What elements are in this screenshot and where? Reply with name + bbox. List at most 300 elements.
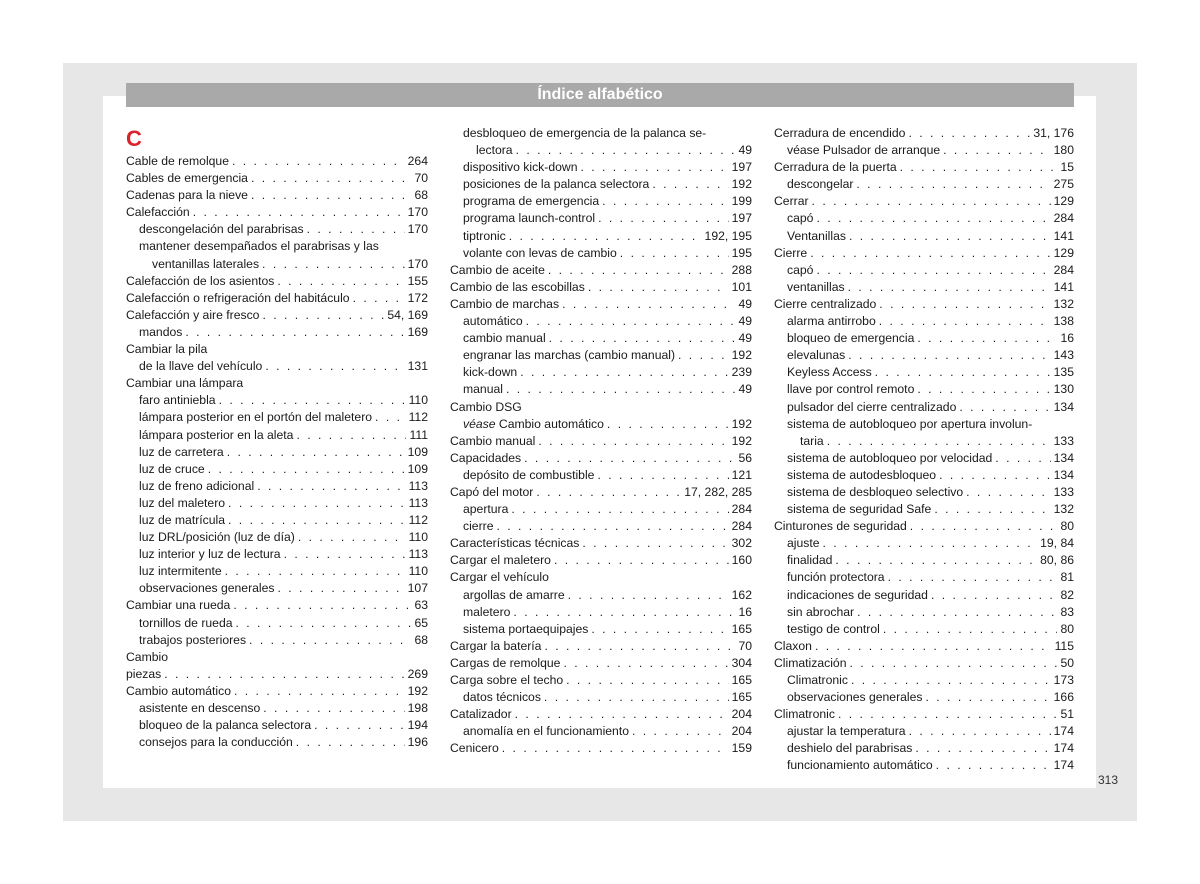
- entry-term: llave por control remoto: [787, 382, 915, 397]
- entry-term: Cerrar: [774, 194, 809, 209]
- entry-term: sistema de desbloqueo selectivo: [787, 484, 964, 499]
- page-reference: 110: [408, 530, 428, 545]
- page-reference: 174: [1053, 758, 1074, 773]
- dot-leader: [562, 296, 735, 313]
- entry-term: Cambio: [126, 649, 168, 664]
- entry-term: de la llave del vehículo: [139, 359, 263, 374]
- page-reference: 110: [408, 393, 428, 408]
- page-reference: 49: [738, 296, 752, 311]
- dot-leader: [314, 717, 405, 734]
- entry-term: taria: [800, 433, 824, 448]
- index-subentry: [450, 501, 752, 518]
- page-reference: 160: [731, 553, 752, 568]
- page-reference: 113: [408, 547, 428, 562]
- dot-leader: [511, 501, 728, 518]
- index-entry: [774, 518, 1074, 535]
- page-reference: 275: [1053, 177, 1074, 192]
- dot-leader: [678, 347, 729, 364]
- entry-term: Cenicero: [450, 741, 499, 756]
- page-reference: 113: [408, 495, 428, 510]
- entry-term: programa launch-control: [463, 211, 596, 226]
- entry-term: elevalunas: [787, 348, 846, 363]
- page-reference: 166: [1053, 690, 1074, 705]
- page-reference: 162: [731, 587, 752, 602]
- see-reference: véase: [463, 416, 496, 431]
- index-subentry: [126, 461, 428, 478]
- dot-leader: [509, 228, 702, 245]
- page-reference: 165: [731, 621, 752, 636]
- entry-term: sin abrochar: [787, 604, 855, 619]
- entry-term: tiptronic: [463, 228, 506, 243]
- dot-leader: [943, 142, 1051, 159]
- dot-leader: [232, 153, 405, 170]
- index-subentry: [774, 587, 1074, 604]
- entry-term: luz de cruce: [139, 461, 205, 476]
- dot-leader: [812, 193, 1051, 210]
- index-subentry: [450, 245, 752, 262]
- dot-leader: [298, 529, 406, 546]
- index-subentry: [450, 159, 752, 176]
- entry-term: lámpara posterior en la aleta: [139, 427, 294, 442]
- dot-leader: [910, 518, 1058, 535]
- page-reference: 204: [731, 724, 752, 739]
- entry-term: automático: [463, 314, 523, 329]
- index-subentry: [126, 615, 428, 632]
- entry-term: faro antiniebla: [139, 393, 216, 408]
- dot-leader: [262, 256, 405, 273]
- entry-term: manual: [463, 382, 503, 397]
- dot-leader: [526, 313, 736, 330]
- entry-term: Cambio de marchas: [450, 296, 560, 311]
- page-reference: 194: [407, 718, 428, 733]
- dot-leader: [917, 330, 1057, 347]
- dot-leader: [234, 683, 405, 700]
- index-subentry: [774, 689, 1074, 706]
- dot-leader: [888, 569, 1058, 586]
- page-reference: 135: [1053, 365, 1074, 380]
- index-entry: [450, 262, 752, 279]
- entry-term: sistema de autobloqueo por velocidad: [787, 450, 993, 465]
- page-reference: 174: [1053, 724, 1074, 739]
- page-reference: 284: [1053, 211, 1074, 226]
- dot-leader: [554, 552, 729, 569]
- page-reference: 170: [407, 205, 428, 220]
- page-reference: 121: [731, 467, 752, 482]
- dot-leader: [548, 262, 729, 279]
- entry-term: anomalía en el funcionamiento: [463, 724, 629, 739]
- dot-leader: [544, 689, 729, 706]
- entry-term: Climatronic: [774, 707, 835, 722]
- index-subentry: [774, 450, 1074, 467]
- entry-term: Cambio de las escobillas: [450, 279, 585, 294]
- dot-leader: [563, 655, 728, 672]
- page-reference: 284: [1053, 262, 1074, 277]
- index-entry: [126, 187, 428, 204]
- entry-term: testigo de control: [787, 621, 880, 636]
- page-reference: 138: [1053, 314, 1074, 329]
- entry-term: sistema de autobloqueo por apertura involun-: [787, 416, 1033, 431]
- dot-leader: [185, 324, 404, 341]
- dot-leader: [857, 604, 1057, 621]
- index-subentry: [774, 330, 1074, 347]
- dot-leader: [908, 125, 1030, 142]
- index-entry: [774, 296, 1074, 313]
- entry-term: dispositivo kick-down: [463, 160, 578, 175]
- entry-term: lectora: [476, 143, 513, 158]
- index-entry: [774, 245, 1074, 262]
- dot-leader: [823, 535, 1038, 552]
- index-subentry: [450, 467, 752, 484]
- entry-term: bloqueo de emergencia: [787, 331, 915, 346]
- entry-term: Cambio manual: [450, 433, 536, 448]
- index-subentry: [450, 313, 752, 330]
- entry-term: Cable de remolque: [126, 154, 229, 168]
- entry-term: Climatronic: [787, 673, 848, 687]
- entry-term: Climatización: [774, 655, 847, 670]
- index-column-3: [774, 125, 1074, 775]
- dot-leader: [257, 478, 405, 495]
- entry-term: luz del maletero: [139, 495, 226, 510]
- index-subentry: [774, 381, 1074, 398]
- entry-term: Cargar la batería: [450, 638, 542, 653]
- entry-term: capó: [787, 262, 814, 277]
- entry-term: Cadenas para la nieve: [126, 188, 248, 203]
- dot-leader: [816, 262, 1050, 279]
- index-entry: [126, 307, 428, 324]
- dot-leader: [875, 364, 1051, 381]
- page-number: 313: [1098, 773, 1119, 787]
- index-subentry: [450, 228, 752, 245]
- index-subentry: [450, 416, 752, 433]
- page-reference: 288: [731, 262, 752, 277]
- index-entry: [774, 125, 1074, 142]
- dot-leader: [516, 142, 736, 159]
- index-subentry: [774, 501, 1074, 518]
- dot-leader: [917, 381, 1050, 398]
- page-reference: 50: [1060, 655, 1074, 670]
- dot-leader: [900, 159, 1058, 176]
- index-entry: [126, 683, 428, 700]
- page-reference: 155: [407, 273, 428, 288]
- dot-leader: [926, 689, 1051, 706]
- dot-leader: [236, 615, 412, 632]
- entry-term: bloqueo de la palanca selectora: [139, 718, 312, 733]
- dot-leader: [353, 290, 405, 307]
- index-subentry: [126, 734, 428, 751]
- page-reference: 134: [1053, 467, 1074, 482]
- index-subentry: [126, 495, 428, 512]
- dot-leader: [307, 221, 405, 238]
- page-reference: 192: [407, 683, 428, 698]
- entry-term: Cambio DSG: [450, 399, 522, 414]
- dot-leader: [959, 399, 1050, 416]
- index-entry: [126, 649, 428, 666]
- page-reference: 15: [1060, 160, 1074, 175]
- dot-leader: [620, 245, 729, 262]
- entry-term: volante con levas de cambio: [463, 245, 617, 260]
- entry-term: Ventanillas: [787, 228, 846, 243]
- page-reference: 192, 195: [704, 228, 752, 243]
- dot-leader: [851, 672, 1051, 689]
- page-reference: 113: [408, 478, 428, 493]
- index-subentry: [774, 279, 1074, 296]
- index-entry: [450, 433, 752, 450]
- dot-leader: [284, 546, 406, 563]
- page-reference: 109: [407, 461, 428, 476]
- page-reference: 63: [414, 598, 428, 613]
- dot-leader: [810, 245, 1050, 262]
- entry-term: Cables de emergencia: [126, 171, 248, 186]
- dot-leader: [228, 495, 406, 512]
- dot-leader: [277, 273, 404, 290]
- entry-term: trabajos posteriores: [139, 632, 247, 647]
- index-entry: [126, 341, 428, 375]
- dot-leader: [909, 723, 1051, 740]
- page-reference: 143: [1053, 348, 1074, 363]
- page-reference: 19, 84: [1040, 536, 1074, 551]
- dot-leader: [251, 170, 411, 187]
- dot-leader: [936, 757, 1051, 774]
- index-entry: [126, 273, 428, 290]
- index-subentry: [450, 330, 752, 347]
- index-subentry: [126, 563, 428, 580]
- dot-leader: [375, 409, 406, 426]
- dot-leader: [249, 632, 411, 649]
- index-entry: [450, 552, 752, 569]
- index-subentry: [774, 672, 1074, 689]
- index-subentry: [126, 444, 428, 461]
- index-column-1: [126, 125, 428, 751]
- page-reference: 192: [731, 348, 752, 363]
- index-subentry: [774, 176, 1074, 193]
- index-subentry: [774, 347, 1074, 364]
- dot-leader: [219, 392, 406, 409]
- page-reference: 239: [731, 365, 752, 380]
- page-reference: 284: [731, 502, 752, 517]
- index-entry: [126, 153, 428, 170]
- page-reference: 134: [1053, 399, 1074, 414]
- dot-leader: [208, 461, 405, 478]
- index-entry: [450, 655, 752, 672]
- dot-leader: [582, 535, 728, 552]
- index-entry: [774, 159, 1074, 176]
- page-reference: 284: [731, 519, 752, 534]
- dot-leader: [536, 484, 681, 501]
- page-reference: 81: [1060, 570, 1074, 585]
- index-subentry: [450, 176, 752, 193]
- index-entry: [774, 706, 1074, 723]
- page-reference: 49: [738, 143, 752, 158]
- entry-term: Calefacción: [126, 205, 190, 220]
- page-reference: 172: [407, 290, 428, 305]
- entry-term: maletero: [463, 604, 511, 619]
- dot-leader: [827, 433, 1051, 450]
- page-reference: 130: [1053, 382, 1074, 397]
- dot-leader: [233, 597, 411, 614]
- page-reference: 195: [731, 245, 752, 260]
- entry-term: Cinturones de seguridad: [774, 519, 907, 534]
- index-subentry: [450, 587, 752, 604]
- page-reference: 141: [1053, 279, 1074, 294]
- dot-leader: [939, 467, 1051, 484]
- page-reference: 31, 176: [1033, 126, 1074, 140]
- entry-term: finalidad: [787, 553, 833, 568]
- entry-term: Cargar el vehículo: [450, 570, 549, 585]
- entry-term: Cambio automático: [498, 416, 604, 431]
- entry-term: mantener desempañados el parabrisas y las: [139, 239, 379, 254]
- index-subentry: [126, 700, 428, 717]
- page-reference: 196: [407, 735, 428, 750]
- entry-term: luz de matrícula: [139, 512, 226, 527]
- page-reference: 112: [408, 410, 428, 425]
- entry-term: indicaciones de seguridad: [787, 587, 928, 602]
- index-subentry: [126, 324, 428, 341]
- dot-leader: [816, 210, 1050, 227]
- index-entry: [450, 484, 752, 501]
- index-subentry: [774, 262, 1074, 279]
- entry-term: Carga sobre el techo: [450, 673, 564, 687]
- index-entry: [126, 375, 428, 392]
- index-subentry: [774, 399, 1074, 416]
- dot-leader: [835, 552, 1037, 569]
- index-subentry: [126, 392, 428, 409]
- page-reference: 110: [408, 564, 428, 579]
- index-entry: [450, 296, 752, 313]
- index-subentry: [774, 467, 1074, 484]
- entry-term: sistema de seguridad Safe: [787, 502, 932, 517]
- index-entry: [126, 204, 428, 221]
- entry-term: función protectora: [787, 570, 885, 585]
- entry-term: asistente en descenso: [139, 701, 261, 715]
- index-subentry: [126, 632, 428, 649]
- index-entry: [450, 569, 752, 586]
- index-subentry: [126, 717, 428, 734]
- dot-leader: [879, 313, 1051, 330]
- dot-leader: [849, 228, 1051, 245]
- index-subentry: [774, 484, 1074, 501]
- index-entry: [450, 740, 752, 757]
- entry-term: Cambiar la pila: [126, 342, 208, 357]
- dot-leader: [549, 330, 736, 347]
- entry-term: Cargar el maletero: [450, 553, 551, 568]
- index-subentry: [126, 580, 428, 597]
- page-reference: 129: [1053, 245, 1074, 260]
- page-reference: 109: [407, 444, 428, 459]
- page-reference: 132: [1053, 502, 1074, 517]
- dot-leader: [597, 467, 728, 484]
- page-reference: 80, 86: [1040, 553, 1074, 568]
- dot-leader: [815, 638, 1052, 655]
- page-reference: 129: [1053, 194, 1074, 209]
- dot-leader: [848, 279, 1051, 296]
- page-reference: 82: [1060, 587, 1074, 602]
- entry-term: Características técnicas: [450, 536, 580, 551]
- page-reference: 16: [738, 604, 752, 619]
- dot-leader: [520, 364, 728, 381]
- entry-term: Calefacción de los asientos: [126, 273, 275, 288]
- index-subentry: [774, 757, 1074, 774]
- page-reference: 68: [414, 188, 428, 203]
- index-subentry: [774, 740, 1074, 757]
- page-reference: 192: [731, 416, 752, 431]
- entry-term: Catalizador: [450, 707, 512, 722]
- entry-term: pulsador del cierre centralizado: [787, 399, 957, 414]
- index-entry: [774, 655, 1074, 672]
- index-subentry: [450, 518, 752, 535]
- dot-leader: [296, 734, 405, 751]
- index-entry: [450, 672, 752, 689]
- page-reference: 302: [731, 536, 752, 551]
- index-entry: [450, 706, 752, 723]
- page-reference: 49: [738, 382, 752, 397]
- page-reference: 115: [1054, 638, 1074, 653]
- dot-leader: [931, 587, 1058, 604]
- page-reference: 133: [1053, 484, 1074, 499]
- dot-leader: [849, 655, 1057, 672]
- dot-leader: [544, 638, 735, 655]
- index-subentry: [450, 381, 752, 398]
- entry-term: Cargas de remolque: [450, 655, 561, 670]
- index-entry: [774, 638, 1074, 655]
- entry-term: Cambiar una rueda: [126, 598, 231, 613]
- page-reference: 192: [731, 433, 752, 448]
- index-entry: [126, 666, 428, 683]
- page-reference: 111: [409, 427, 428, 442]
- index-subentry: [774, 604, 1074, 621]
- dot-leader: [591, 621, 728, 638]
- page-reference: 170: [407, 222, 428, 237]
- index-subentry: [450, 364, 752, 381]
- page-reference: 204: [731, 707, 752, 722]
- dot-leader: [228, 512, 406, 529]
- dot-leader: [602, 193, 728, 210]
- dot-leader: [848, 347, 1050, 364]
- dot-leader: [879, 296, 1050, 313]
- page-reference: 264: [407, 154, 428, 168]
- page-reference: 192: [731, 177, 752, 192]
- index-column-2: [450, 125, 752, 757]
- dot-leader: [193, 204, 405, 221]
- page-reference: 197: [731, 160, 752, 175]
- dot-leader: [164, 666, 404, 683]
- entry-term: posiciones de la palanca selectora: [463, 177, 650, 192]
- page-reference: 174: [1053, 741, 1074, 756]
- dot-leader: [856, 176, 1050, 193]
- entry-term: funcionamiento automático: [787, 758, 933, 773]
- page-reference: 83: [1060, 604, 1074, 619]
- index-entry: [450, 535, 752, 552]
- index-subentry: [774, 210, 1074, 227]
- entry-term: ajuste: [787, 536, 820, 551]
- entry-term: lámpara posterior en el portón del maletero: [139, 410, 373, 425]
- page-reference: 198: [407, 701, 428, 715]
- entry-term: piezas: [126, 666, 162, 681]
- entry-term: Cambio automático: [126, 683, 231, 698]
- entry-term: sistema de autodesbloqueo: [787, 467, 937, 482]
- index-subentry: [774, 552, 1074, 569]
- entry-term: depósito de combustible: [463, 467, 595, 482]
- entry-term: alarma antirrobo: [787, 314, 876, 329]
- dot-leader: [506, 381, 735, 398]
- entry-term: desbloqueo de emergencia de la palanca se-: [463, 126, 707, 140]
- page-reference: 132: [1053, 296, 1074, 311]
- entry-term: luz interior y luz de lectura: [139, 547, 281, 562]
- dot-leader: [296, 427, 406, 444]
- dot-leader: [515, 706, 729, 723]
- dot-leader: [251, 187, 411, 204]
- page-reference: 304: [731, 655, 752, 670]
- index-subentry: [450, 193, 752, 210]
